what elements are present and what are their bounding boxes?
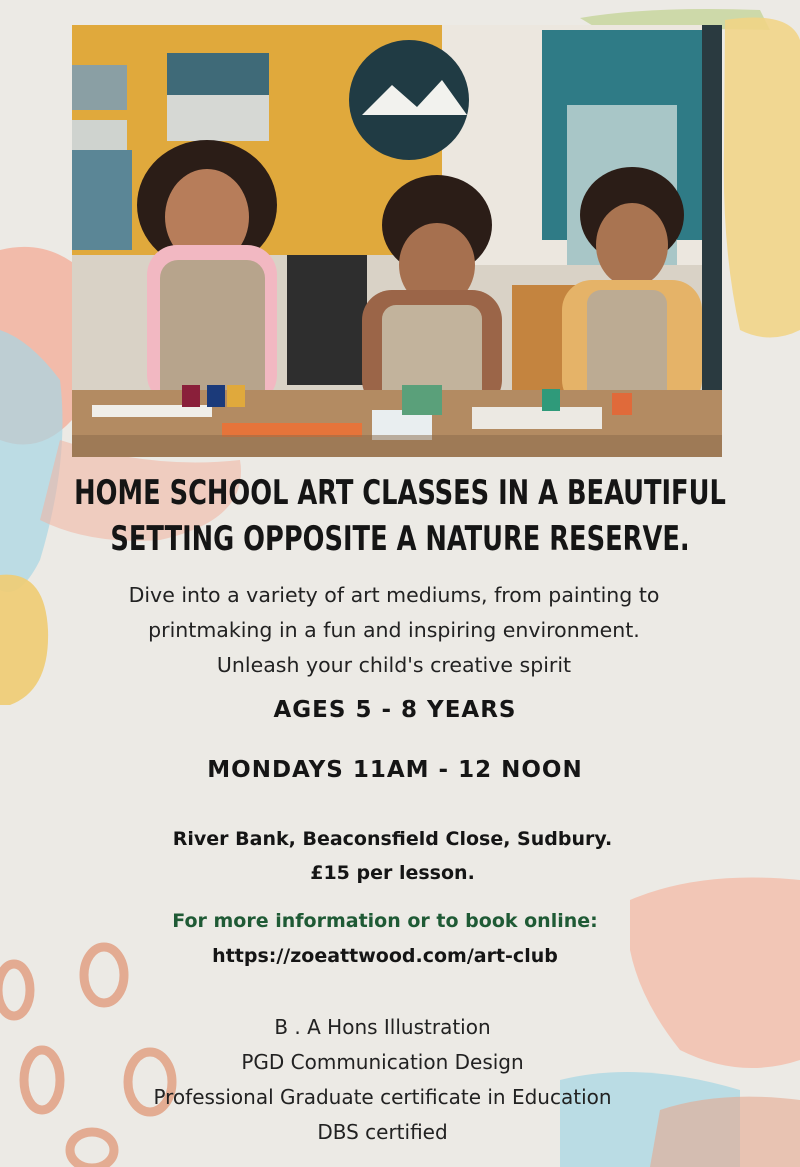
intro-text — [40, 578, 748, 683]
headline-line-2: SETTING OPPOSITE A NATURE RESERVE. — [110, 519, 690, 559]
credential-item: PGD Communication Design — [241, 1050, 524, 1074]
booking-block — [0, 904, 770, 974]
headline-line-1: HOME SCHOOL ART CLASSES IN A BEAUTIFUL — [74, 473, 726, 513]
booking-prompt: For more information or to book online: — [172, 910, 598, 932]
intro-line-3: Unleash your child's creative spirit — [216, 653, 572, 677]
headline — [64, 470, 736, 562]
credential-item: DBS certified — [317, 1120, 448, 1144]
credential-item: B . A Hons Illustration — [274, 1015, 491, 1039]
age-range: AGES 5 - 8 YEARS — [273, 697, 517, 723]
intro-line-1: Dive into a variety of art mediums, from painting to — [128, 583, 660, 607]
class-schedule: MONDAYS 11AM - 12 NOON — [207, 757, 583, 783]
address: River Bank, Beaconsfield Close, Sudbury. — [172, 828, 613, 850]
booking-link[interactable]: https://zoeattwood.com/art-club — [212, 945, 558, 967]
credential-item: Professional Graduate certificate in Education — [153, 1085, 612, 1109]
credentials — [0, 1010, 765, 1150]
intro-line-2: printmaking in a fun and inspiring environment. — [148, 618, 640, 642]
price: £15 per lesson. — [310, 862, 475, 884]
yellow-watercolor-right — [724, 18, 800, 338]
location-block — [0, 822, 785, 890]
children-painting-photo — [72, 25, 722, 457]
